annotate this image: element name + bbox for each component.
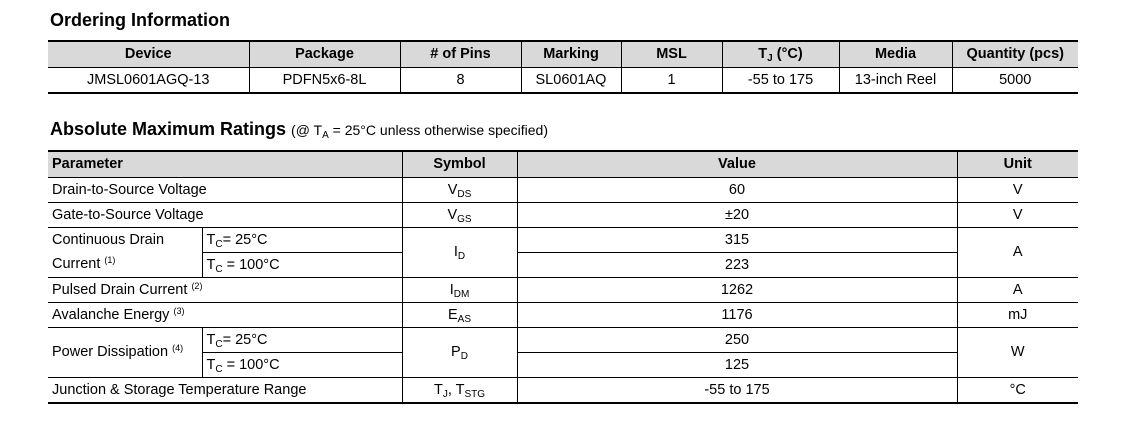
param-drain-source-voltage: Drain-to-Source Voltage xyxy=(48,178,402,203)
condition-tc-100: $T_C = 100^\circ C$ xyxy=(202,353,402,378)
condition-tc-100: $T_C = 100^\circ C$ xyxy=(202,253,402,278)
value-idm: 1262 xyxy=(517,278,957,303)
symbol-vgs: $V_{GS}$ xyxy=(402,203,517,228)
cell-media: 13-inch Reel xyxy=(839,68,952,94)
table-row xyxy=(48,353,1078,378)
value-pd-25: 250 xyxy=(517,328,957,353)
column-header-unit: Unit xyxy=(957,151,1078,178)
condition-tc-25: $T_C= 25^\circ C$ xyxy=(202,328,402,353)
value-id-25: 315 xyxy=(517,228,957,253)
value-id-100: 223 xyxy=(517,253,957,278)
unit-id: A xyxy=(957,228,1078,278)
param-power-dissipation: Power Dissipation $^{(4)}$ xyxy=(48,328,202,378)
table-header-row xyxy=(48,41,1078,68)
symbol-eas: $E_{AS}$ xyxy=(402,303,517,328)
symbol-tj-tstg: $T_J$, $T_{STG}$ xyxy=(402,378,517,404)
table-row xyxy=(48,68,1078,94)
value-eas: 1176 xyxy=(517,303,957,328)
unit-vds: V xyxy=(957,178,1078,203)
condition-tc-25: $T_C= 25^\circ C$ xyxy=(202,228,402,253)
param-gate-source-voltage: Gate-to-Source Voltage xyxy=(48,203,402,228)
column-header-pins: # of Pins xyxy=(400,41,521,68)
column-header-marking: Marking xyxy=(521,41,621,68)
cell-msl: 1 xyxy=(621,68,722,94)
param-continuous-drain-current: Continuous Drain Current $^{(1)}$ xyxy=(48,228,202,278)
value-tj-tstg: -55 to 175 xyxy=(517,378,957,404)
table-header-row xyxy=(48,151,1078,178)
table-row xyxy=(48,328,1078,353)
param-pulsed-drain-current: Pulsed Drain Current $^{(2)}$ xyxy=(48,278,402,303)
param-avalanche-energy: Avalanche Energy $^{(3)}$ xyxy=(48,303,402,328)
unit-pd: W xyxy=(957,328,1078,378)
table-row xyxy=(48,278,1078,303)
cell-device: JMSL0601AGQ-13 xyxy=(48,68,249,94)
cell-tj: -55 to 175 xyxy=(722,68,839,94)
column-header-msl: MSL xyxy=(621,41,722,68)
ordering-information-table xyxy=(48,40,1078,94)
absolute-maximum-ratings-heading xyxy=(50,119,548,140)
param-junction-storage-temperature: Junction & Storage Temperature Range xyxy=(48,378,402,404)
column-header-tj: $T_J$ (°C) xyxy=(722,41,839,68)
ratings-condition: (@ $T_A = 25^\circ C$ unless otherwise specified) xyxy=(291,122,548,141)
column-header-package: Package xyxy=(249,41,400,68)
value-vgs: ±20 xyxy=(517,203,957,228)
value-vds: 60 xyxy=(517,178,957,203)
column-header-symbol: Symbol xyxy=(402,151,517,178)
symbol-vds: $V_{DS}$ xyxy=(402,178,517,203)
cell-quantity: 5000 xyxy=(952,68,1078,94)
ordering-information-heading: Ordering Information xyxy=(50,10,230,30)
column-header-value: Value xyxy=(517,151,957,178)
symbol-id: $I_D$ xyxy=(402,228,517,278)
column-header-device: Device xyxy=(48,41,249,68)
absolute-maximum-ratings-table xyxy=(48,150,1078,404)
unit-tj-tstg: °C xyxy=(957,378,1078,404)
cell-package: PDFN5x6-8L xyxy=(249,68,400,94)
unit-eas: mJ xyxy=(957,303,1078,328)
column-header-parameter: Parameter xyxy=(48,151,402,178)
symbol-pd: $P_D$ xyxy=(402,328,517,378)
cell-pins: 8 xyxy=(400,68,521,94)
column-header-quantity: Quantity (pcs) xyxy=(952,41,1078,68)
table-row xyxy=(48,178,1078,203)
value-pd-100: 125 xyxy=(517,353,957,378)
table-row xyxy=(48,303,1078,328)
table-row xyxy=(48,253,1078,278)
table-row xyxy=(48,228,1078,253)
ratings-title: Absolute Maximum Ratings xyxy=(50,119,287,139)
unit-idm: A xyxy=(957,278,1078,303)
table-row xyxy=(48,378,1078,404)
symbol-idm: $I_{DM}$ xyxy=(402,278,517,303)
cell-marking: SL0601AQ xyxy=(521,68,621,94)
column-header-media: Media xyxy=(839,41,952,68)
table-row xyxy=(48,203,1078,228)
unit-vgs: V xyxy=(957,203,1078,228)
